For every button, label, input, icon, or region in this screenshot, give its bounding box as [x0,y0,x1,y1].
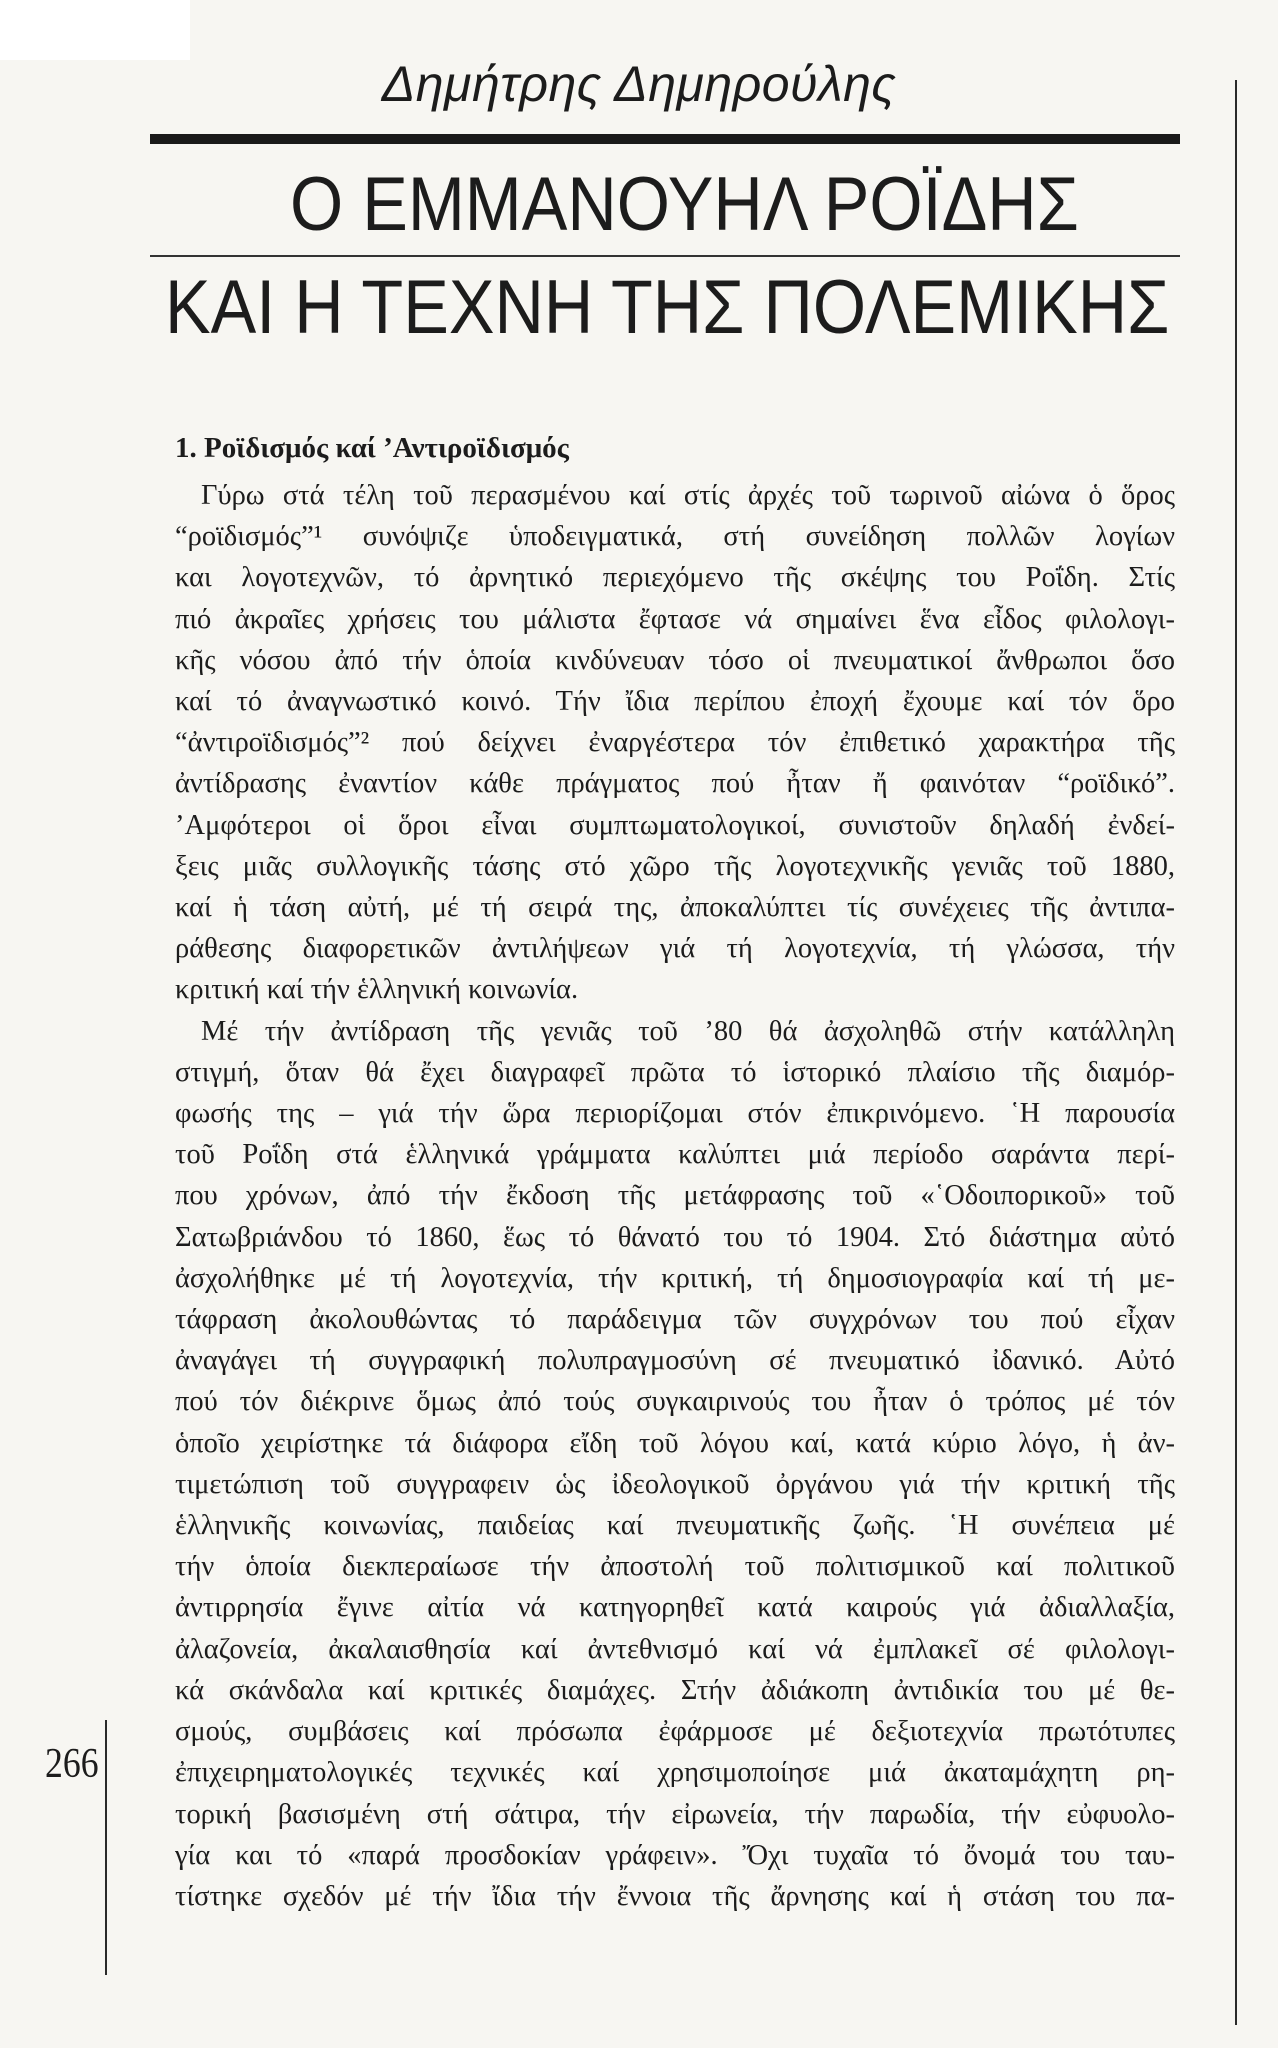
body-line: πού τόν διέκρινε ὅμως ἀπό τούς συγκαιρινούς του ἦταν ὁ τρόπος μέ τόν [175,1386,1175,1418]
page-edge-rule-right [1235,80,1237,2025]
body-line: Γύρω στά τέλη τοῦ περασμένου καί στίς ἀρχές τοῦ τωρινοῦ αἰώνα ὁ ὅρος [201,480,1175,511]
body-line: καί ἡ τάση αὐτή, μέ τή σειρά της, ἀποκαλύπτει τίς συνέχειες τῆς ἀντιπα- [175,892,1175,924]
article-body [175,475,1175,1917]
section-heading: 1. Ροϊδισμός καί ’Αντιροϊδισμός [175,432,569,464]
body-line: ’Αμφότεροι οἱ ὅροι εἶναι συμπτωματολογικοί, συνιστοῦν δηλαδή ἐνδεί- [175,809,1175,841]
title-rule-thick [150,134,1180,144]
body-line: στιγμή, ὅταν θά ἔχει διαγραφεῖ πρῶτα τό ἱστορικό πλαίσιο τῆς διαμόρ- [175,1056,1175,1088]
body-line: κριτική καί τήν ἑλληνική κοινωνία. [175,974,579,1006]
body-line: καί τό ἀναγνωστικό κοινό. Τήν ἴδια περίπου ἐποχή ἔχουμε καί τόν ὅρο [175,686,1175,718]
body-line: ἀντιρρησία ἔγινε αἰτία νά κατηγορηθεῖ κατά καιρούς γιά ἀδιαλλαξία, [175,1592,1175,1624]
body-line: που χρόνων, ἀπό τήν ἔκδοση τῆς μετάφρασης τοῦ «῾Οδοιπορικοῦ» τοῦ [175,1180,1175,1212]
body-line: ὁποῖο χειρίστηκε τά διάφορα εἴδη τοῦ λόγου καί, κατά κύριο λόγο, ἡ ἀν- [175,1427,1175,1459]
body-line: ἑλληνικῆς κοινωνίας, παιδείας καί πνευματικῆς ζωῆς. ῾Η συνέπεια μέ [175,1510,1175,1542]
body-line: τάφραση ἀκολουθώντας τό παράδειγμα τῶν συγχρόνων του πού εἶχαν [175,1304,1175,1336]
article-title-line-1: Ο ΕΜΜΑΝΟΥΗΛ ΡΟΪΔΗΣ [290,162,1079,247]
body-line: τορική βασισμένη στή σάτιρα, τήν εἰρωνεία, τήν παρωδία, τήν εὐφυολο- [175,1798,1175,1830]
body-line: ἐπιχειρηματολογικές τεχνικές καί χρησιμοποίησε μιά ἀκαταμάχητη ρη- [175,1757,1175,1789]
page-number: 266 [45,1741,99,1787]
body-line: τιμετώπιση τοῦ συγγραφειν ὡς ἰδεολογικοῦ ὀργάνου γιά τήν κριτική τῆς [175,1468,1175,1500]
body-line: τήν ὁποία διεκπεραίωσε τήν ἀποστολή τοῦ πολιτισμικοῦ καί πολιτικοῦ [175,1551,1175,1583]
page-edge-rule-left [105,1720,107,1975]
body-line: ράθεσης διαφορετικῶν ἀντιλήψεων γιά τή λογοτεχνία, τή γλώσσα, τήν [175,933,1175,965]
author-name: Δημήτρης Δημηρούλης [381,56,897,112]
body-line: ἀλαζονεία, ἀκαλαισθησία καί ἀντεθνισμό καί νά ἐμπλακεῖ σέ φιλολογι- [175,1633,1175,1665]
body-line: ἀναγάγει τή συγγραφική πολυπραγμοσύνη σέ πνευματικό ἰδανικό. Αὐτό [175,1345,1175,1377]
body-line: τοῦ Ροΐδη στά ἑλληνικά γράμματα καλύπτει μιά περίοδο σαράντα περί- [175,1139,1175,1171]
body-line: “ροϊδισμός”¹ συνόψιζε ὑποδειγματικά, στή συνείδηση πολλῶν λογίων [175,521,1175,553]
body-line: φωσής της – γιά τήν ὥρα περιορίζομαι στόν ἐπικρινόμενο. ῾Η παρουσία [175,1098,1175,1130]
body-line: και λογοτεχνῶν, τό ἀρνητικό περιεχόμενο τῆς σκέψης του Ροΐδη. Στίς [175,562,1175,594]
body-line: τίστηκε σχεδόν μέ τήν ἴδια τήν ἔννοια τῆς ἄρνησης καί ἡ στάση του πα- [175,1880,1175,1912]
body-line: κά σκάνδαλα καί κριτικές διαμάχες. Στήν ἀδιάκοπη ἀντιδικία του μέ θε- [175,1674,1175,1706]
body-line: γία και τό «παρά προσδοκίαν γράφειν». Ὄχι τυχαῖα τό ὄνομά του ταυ- [175,1839,1175,1871]
body-line: “ἀντιροϊδισμός”² πού δείχνει ἐναργέστερα τόν ἐπιθετικό χαρακτήρα τῆς [175,727,1175,759]
body-line: ἀσχολήθηκε μέ τή λογοτεχνία, τήν κριτική, τή δημοσιογραφία καί τή με- [175,1262,1175,1294]
body-line: σμούς, συμβάσεις καί πρόσωπα ἐφάρμοσε μέ δεξιοτεχνία πρωτότυπες [175,1716,1175,1748]
scan-margin-patch [0,0,190,60]
body-line: ξεις μιᾶς συλλογικῆς τάσης στό χῶρο τῆς λογοτεχνικῆς γενιᾶς τοῦ 1880, [175,850,1175,882]
title-rule-thin [150,255,1180,257]
body-line: Σατωβριάνδου τό 1860, ἕως τό θάνατό του τό 1904. Στό διάστημα αὐτό [175,1221,1175,1253]
body-line: κῆς νόσου ἀπό τήν ὁποία κινδύνευαν τόσο οἱ πνευματικοί ἄνθρωποι ὅσο [175,644,1175,676]
body-line: πιό ἀκραῖες χρήσεις του μάλιστα ἔφτασε νά σημαίνει ἕνα εἶδος φιλολογι- [175,603,1175,635]
article-title-line-2: ΚΑΙ Η ΤΕΧΝΗ ΤΗΣ ΠΟΛΕΜΙΚΗΣ [165,265,1170,350]
body-line: Μέ τήν ἀντίδραση τῆς γενιᾶς τοῦ ’80 θά ἀσχοληθῶ στήν κατάλληλη [201,1015,1175,1047]
body-line: ἀντίδρασης ἐναντίον κάθε πράγματος πού ἦταν ἤ φαινόταν “ροϊδικό”. [175,768,1175,800]
